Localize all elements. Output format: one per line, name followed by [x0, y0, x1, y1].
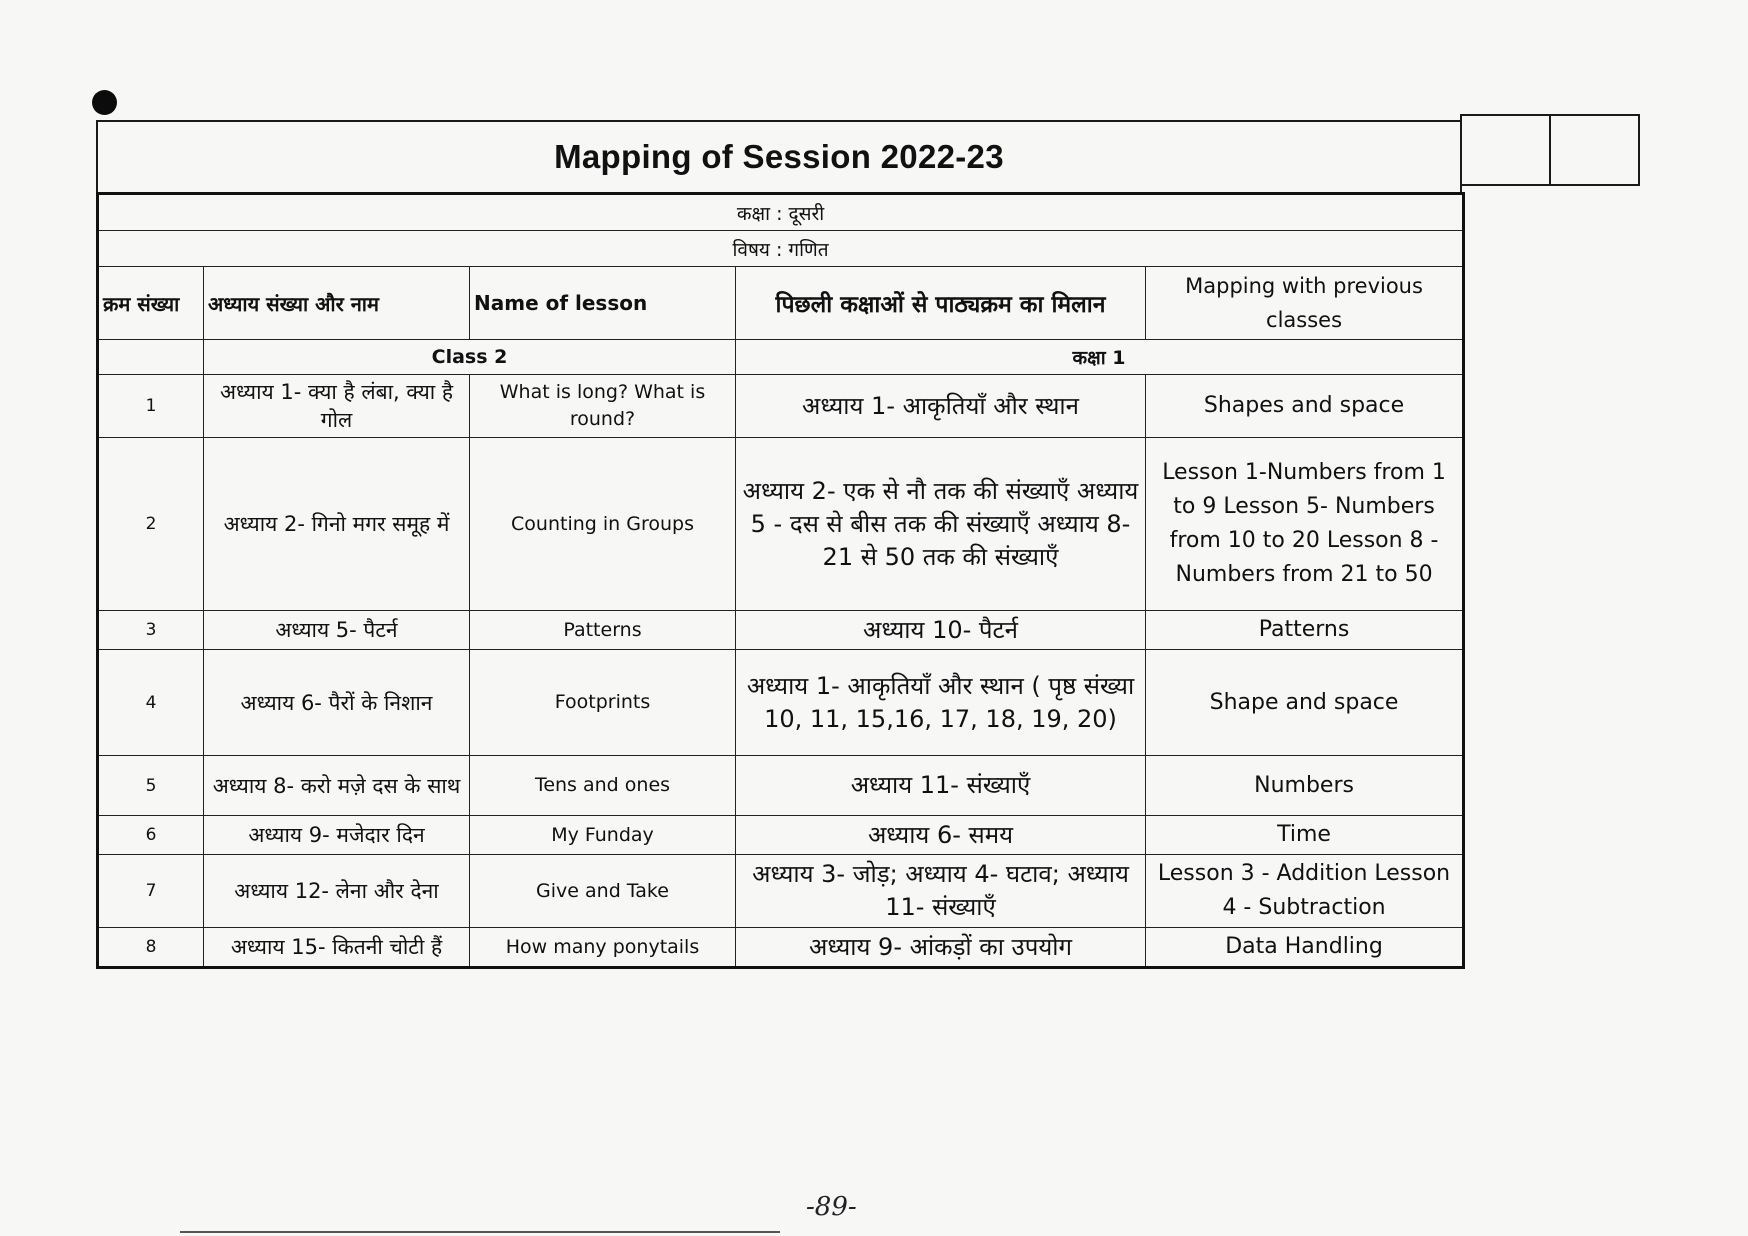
blank-cell — [1549, 116, 1638, 184]
previous-english: Numbers — [1146, 756, 1464, 816]
chapter-name: अध्याय 8- करो मज़े दस के साथ — [204, 756, 470, 816]
previous-hindi: अध्याय 6- समय — [736, 816, 1146, 855]
table-row — [98, 928, 1464, 968]
previous-english: Lesson 1-Numbers from 1 to 9 Lesson 5- Numbers from 10 to 20 Lesson 8 - Numbers from 21 to 50 — [1146, 438, 1464, 611]
class-subheader-row — [98, 340, 1464, 375]
lesson-name: Patterns — [470, 611, 736, 650]
previous-english: Shape and space — [1146, 650, 1464, 756]
serial-number: 3 — [98, 611, 204, 650]
subject-line-row — [98, 231, 1464, 267]
serial-number: 2 — [98, 438, 204, 611]
lesson-name: Footprints — [470, 650, 736, 756]
chapter-name: अध्याय 15- कितनी चोटी हैं — [204, 928, 470, 968]
previous-english: Patterns — [1146, 611, 1464, 650]
serial-number: 7 — [98, 855, 204, 928]
chapter-name: अध्याय 5- पैटर्न — [204, 611, 470, 650]
table-row — [98, 816, 1464, 855]
blank-header-cells — [1460, 114, 1640, 186]
lesson-name: What is long? What is round? — [470, 375, 736, 438]
header-lesson: Name of lesson — [470, 267, 736, 340]
serial-number: 5 — [98, 756, 204, 816]
chapter-name: अध्याय 2- गिनो मगर समूह में — [204, 438, 470, 611]
table-row — [98, 375, 1464, 438]
previous-hindi: अध्याय 3- जोड़; अध्याय 4- घटाव; अध्याय 11- संख्याएँ — [736, 855, 1146, 928]
chapter-name: अध्याय 6- पैरों के निशान — [204, 650, 470, 756]
previous-hindi: अध्याय 1- आकृतियाँ और स्थान — [736, 375, 1146, 438]
previous-class-label: कक्षा 1 — [736, 340, 1464, 375]
lesson-name: Give and Take — [470, 855, 736, 928]
class-line: कक्षा : दूसरी — [98, 194, 1464, 231]
serial-number: 6 — [98, 816, 204, 855]
previous-hindi: अध्याय 9- आंकड़ों का उपयोग — [736, 928, 1146, 968]
serial-number: 4 — [98, 650, 204, 756]
chapter-name: अध्याय 12- लेना और देना — [204, 855, 470, 928]
lesson-name: How many ponytails — [470, 928, 736, 968]
table-row — [98, 650, 1464, 756]
table-row — [98, 438, 1464, 611]
previous-english: Lesson 3 - Addition Lesson 4 - Subtraction — [1146, 855, 1464, 928]
header-row — [98, 267, 1464, 340]
header-previous-english: Mapping with previous classes — [1146, 267, 1464, 340]
mapping-table — [96, 192, 1465, 969]
previous-hindi: अध्याय 11- संख्याएँ — [736, 756, 1146, 816]
previous-hindi: अध्याय 2- एक से नौ तक की संख्याएँ अध्याय 5 - दस से बीस तक की संख्याएँ अध्याय 8- 21 से 50 तक की संख्याएँ — [736, 438, 1146, 611]
serial-number: 8 — [98, 928, 204, 968]
page-edge-line — [180, 1231, 780, 1233]
serial-number: 1 — [98, 375, 204, 438]
header-serial: क्रम संख्या — [98, 267, 204, 340]
table-row — [98, 611, 1464, 650]
chapter-name: अध्याय 9- मजेदार दिन — [204, 816, 470, 855]
lesson-name: Tens and ones — [470, 756, 736, 816]
previous-hindi: अध्याय 10- पैटर्न — [736, 611, 1146, 650]
empty-cell — [98, 340, 204, 375]
previous-english: Data Handling — [1146, 928, 1464, 968]
previous-english: Shapes and space — [1146, 375, 1464, 438]
header-chapter: अध्याय संख्या और नाम — [204, 267, 470, 340]
mapping-sheet — [96, 120, 1462, 969]
lesson-name: My Funday — [470, 816, 736, 855]
punch-hole-dot — [92, 90, 117, 115]
current-class-label: Class 2 — [204, 340, 736, 375]
page-number: -89- — [806, 1192, 857, 1222]
blank-cell — [1460, 116, 1549, 184]
chapter-name: अध्याय 1- क्या है लंबा, क्या है गोल — [204, 375, 470, 438]
previous-hindi: अध्याय 1- आकृतियाँ और स्थान ( पृष्ठ संख्या 10, 11, 15,16, 17, 18, 19, 20) — [736, 650, 1146, 756]
class-line-row — [98, 194, 1464, 231]
table-row — [98, 756, 1464, 816]
subject-line: विषय : गणित — [98, 231, 1464, 267]
header-previous-hindi: पिछली कक्षाओं से पाठ्यक्रम का मिलान — [736, 267, 1146, 340]
table-row — [98, 855, 1464, 928]
previous-english: Time — [1146, 816, 1464, 855]
lesson-name: Counting in Groups — [470, 438, 736, 611]
page-title: Mapping of Session 2022-23 — [96, 120, 1462, 192]
